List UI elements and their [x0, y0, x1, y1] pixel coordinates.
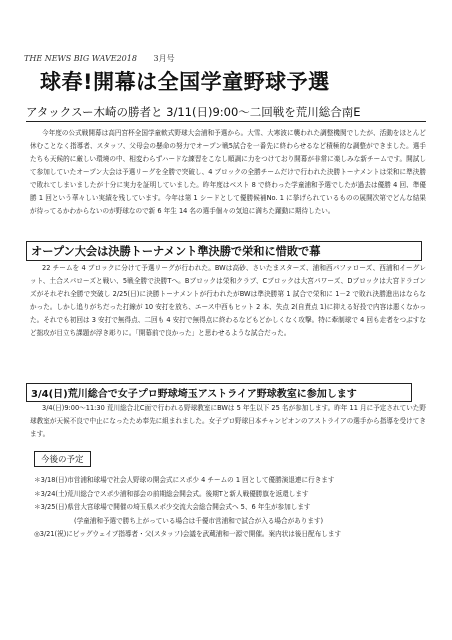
issue-month: 3月号 [153, 54, 175, 63]
main-headline: 球春!開幕は全国学童野球予選 [40, 70, 330, 94]
heading-upcoming-schedule: 今後の予定 [34, 451, 91, 467]
schedule-item: ＊3/24(土)荒川総合でスポ少浦和部会の前期総会開会式。後期Tと新人戦優勝旗を返還します [34, 489, 309, 498]
heading-baseball-clinic: 3/4(日)荒川総合で女子プロ野球埼玉アストライア野球教室に参加します [26, 383, 412, 402]
schedule-item: ◎3/21(祝)にビッグウェイブ指導者・父(スタッフ)会議を武蔵浦和一源で開催。案内状は後日配布します [34, 530, 342, 538]
schedule-list [34, 474, 434, 542]
article-baseball-clinic: 3/4(日)9:00～11:30 荒川総合北C面で行われる野球教室にBWは 5 年生以下 25 名が参加します。昨年 11 月に予定されていた野球教室が天候不良で中止になったため奉先に組まれました。女子プロ野球日本チャンピオンのアストライアの選手から指導を受けてきます。 [30, 404, 426, 438]
subheadline: アタックスー木崎の勝者と 3/11(日)9:00～二回戦を荒川総合南E [26, 104, 426, 122]
schedule-note: (学童浦和予選で勝ち上がっている場合は千優市営浦和で試合が入る場合があります) [74, 516, 324, 525]
publication-name: THE NEWS BIG WAVE2018 [24, 54, 137, 63]
masthead [24, 53, 175, 64]
article-open-tournament: 22 チームを 4 ブロックに分けて予選リーグが行われた。BWは高砂、さいたまスターズ、浦和西パファローズ、西浦和イーグレット、土合スパローズと戦い、5戦全勝で決勝Tへ。Bブロックは栄和クラブ、Cブロックは大宮パワーズ、Dブロックは大宮ドラゴンズがそれぞれ全勝で突破し 2/25(日)に決勝トーナメントが行われたがBWは準決勝第 1 試合で栄和に 1－2 で敗れ決勝進出はならなかった。しかし追りがちだった打線が 10 安打を放ち、エース中西もヒット 2 本、失点 2(自責点 1)に抑える好投で内容は悪くなかった。それでも初回は 3 安打で無得点、二回も 4 安打で無得点に終わるなどもどかしくなく攻撃。特に牽制球で 4 回も走者をつぶすなど拙攻が目立ち課題が浮き彫りに。「開幕前で良かった」と思わせるような試合だった。 [30, 264, 426, 337]
schedule-item: ＊3/18(日)市営浦和球場で社会人野球の開会式にスポ少 4 チームの 1 回として優勝演退連に行きます [34, 476, 335, 484]
heading-open-tournament: オープン大会は決勝トーナメント準決勝で栄和に惜敗で幕 [26, 241, 422, 261]
schedule-item: ＊3/25(日)県営大宮球場で開催の埼玉県スポ少交流大会総合開会式へ 5、6 年生が参加します [34, 503, 311, 511]
article-season-opening: 今年度の公式戦開幕は高円宮杯全国学童軟式野球大会浦和予選から。大雪、大寒波に襲われた調整機関でしたが、活動をほとんど休むことなく指導者、スタッフ、父母会の懸命の努力でオープン戦5試合を一番先に終わらせるなど積極的な調整ができました。選手たちも天候的に厳しい環境の中、相変わらずハードな練習をこなし順調に力をつけており開幕が非常に楽しみな新チームです。開試して参加していたオープン大会は予選リーグを全勝で突破し、4 ブロックの全勝チームだけで行われた決勝トーナメントは栄和に準決勝で敗れてしまいましたが十分に実力を証明していました。昨年度はベスト 8 で終わった学童浦和予選でしたが過去は優勝 4 回、準優勝 1 回という華々しい実績を残しています。今年は第 1 シードとして優勝候補No. 1 に挙げられているものの展開次第でどんな結果が待ってるかわからないのが野球なので新 6 年生 14 名の選手個々の気迫に満ちた躍動に期待したい。 [30, 129, 426, 215]
